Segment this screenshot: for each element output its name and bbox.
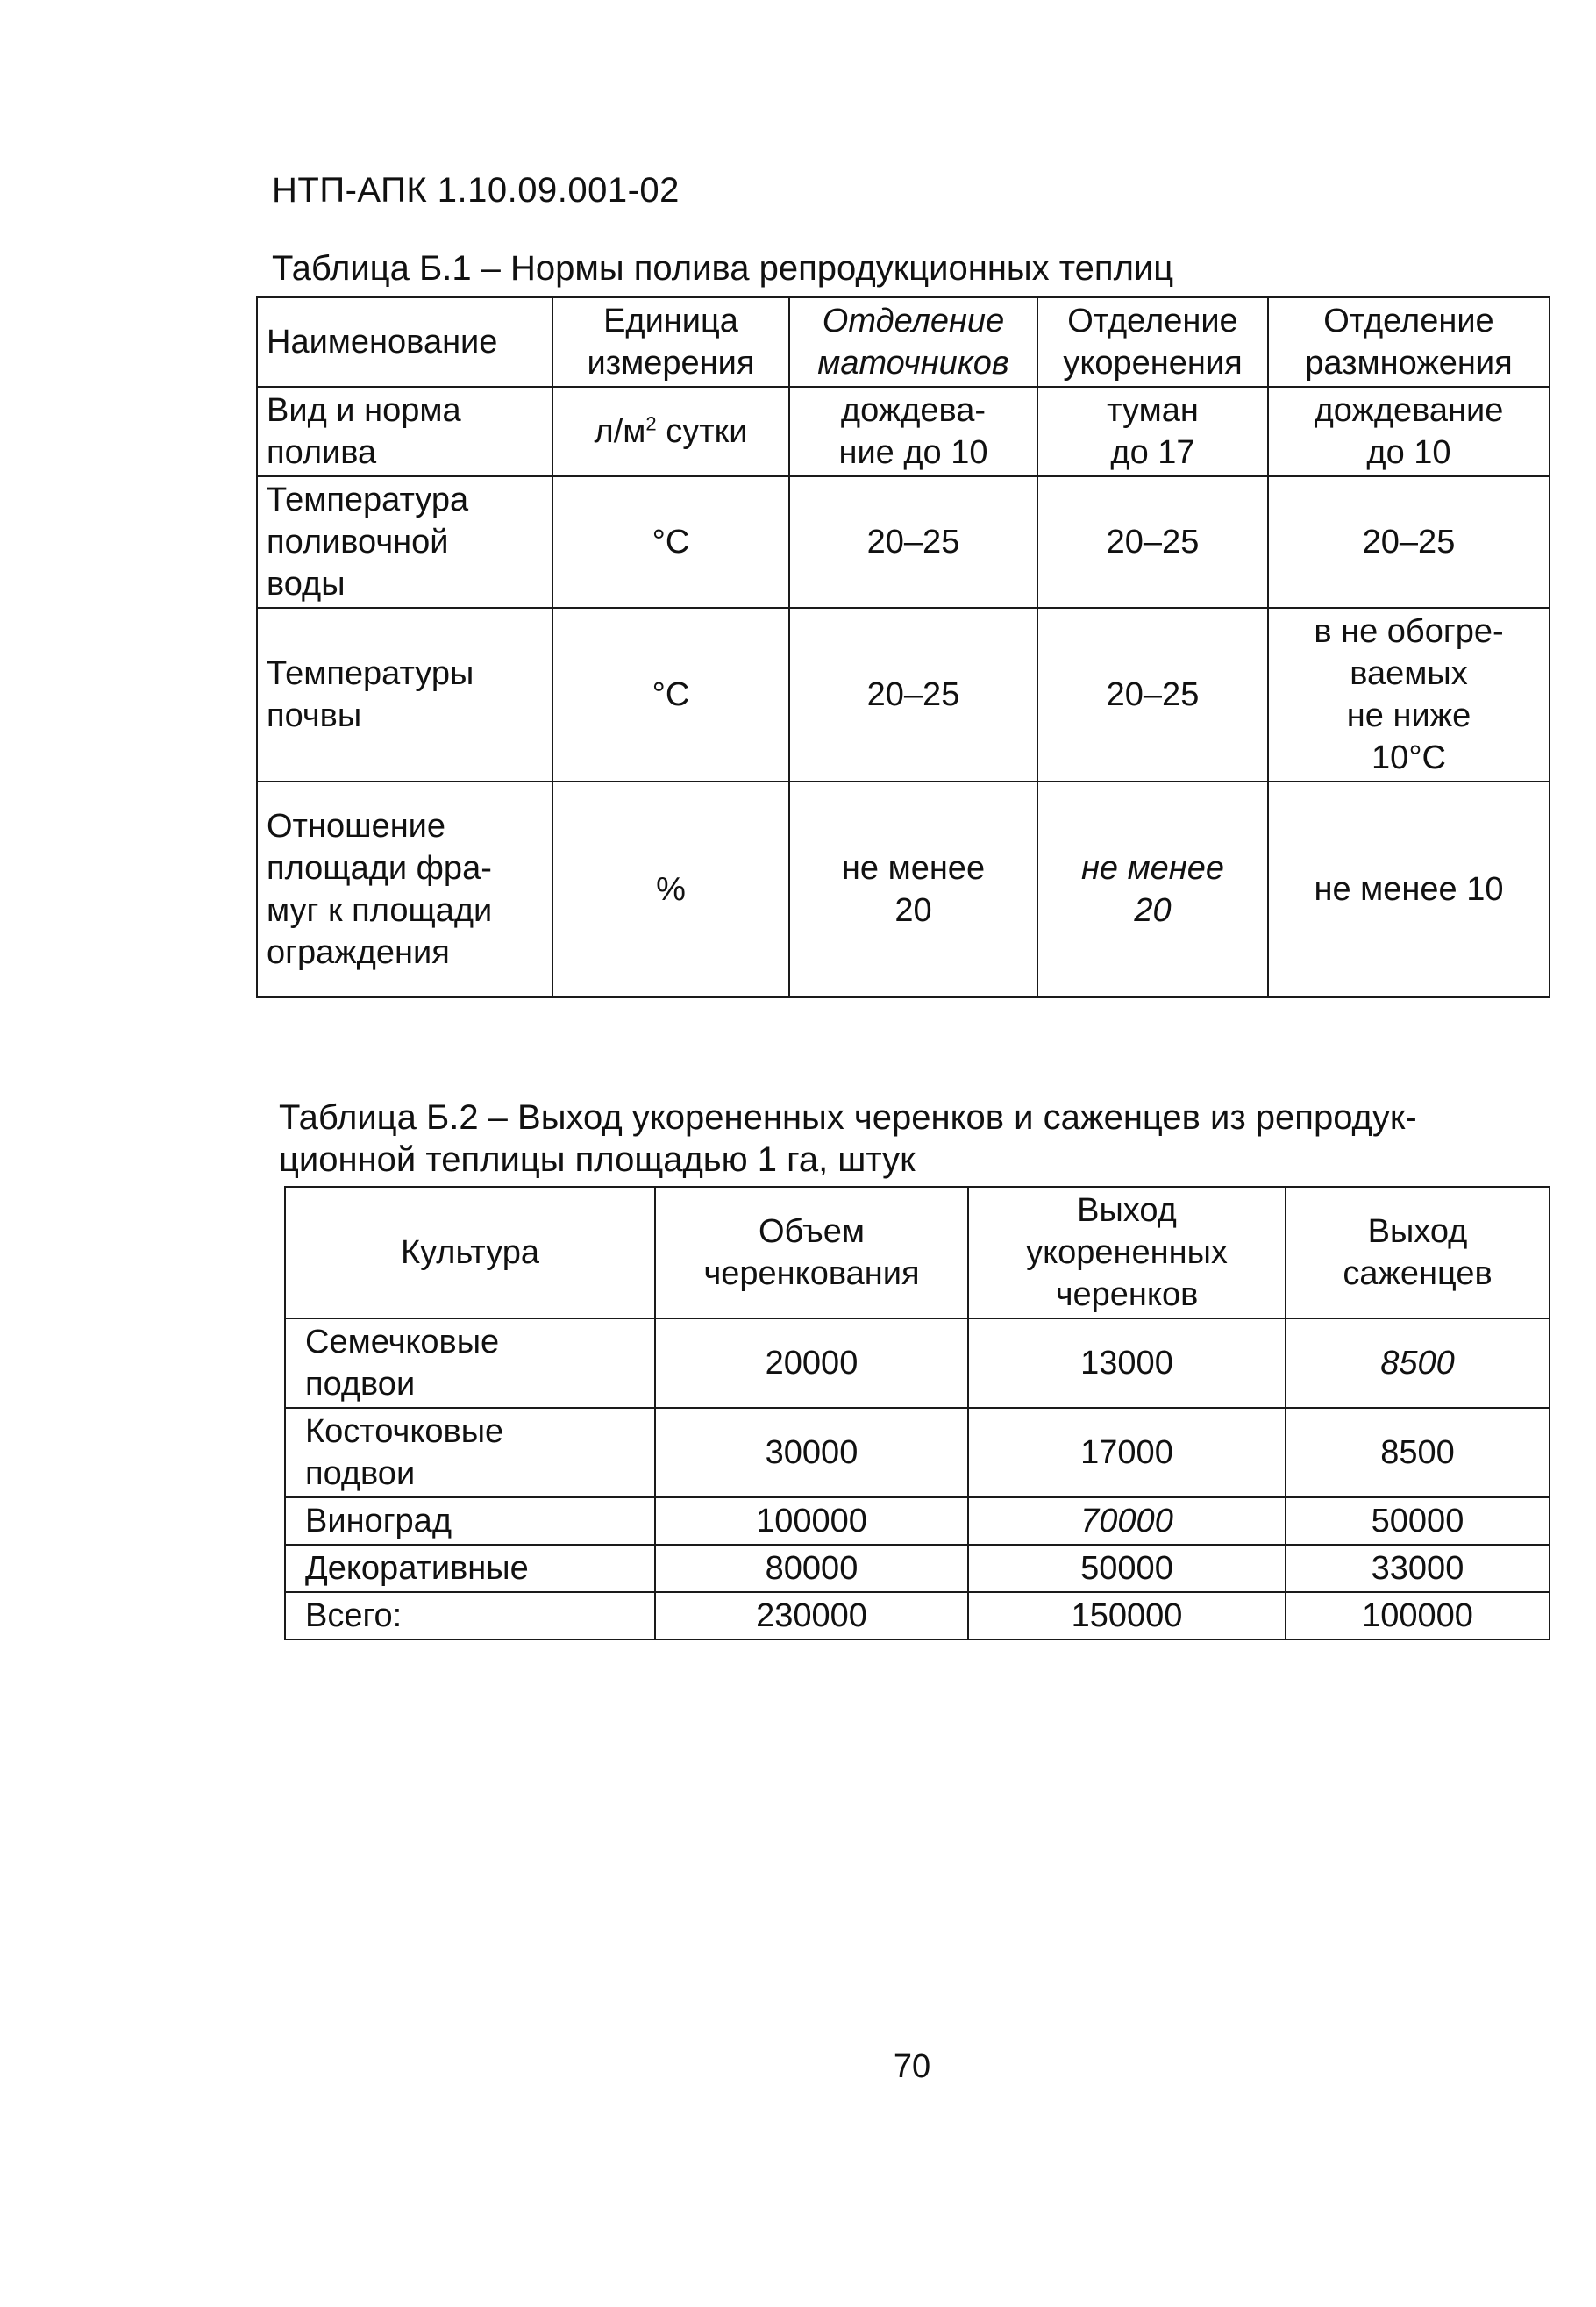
header-cell-culture: Культура xyxy=(285,1187,655,1318)
row-unit: $л/м^2$ сутки xyxy=(552,387,789,476)
row-value-propagation: дождевание до 10 xyxy=(1268,387,1550,476)
table-row xyxy=(257,782,1550,997)
row-rooted: 13000 xyxy=(968,1318,1286,1408)
row-saplings: 100000 xyxy=(1286,1592,1550,1639)
header-cell-saplings: Выход саженцев xyxy=(1286,1187,1550,1318)
row-volume: 230000 xyxy=(655,1592,968,1639)
row-culture: Семечковые подвои xyxy=(285,1318,655,1408)
row-volume: 20000 xyxy=(655,1318,968,1408)
header-cell-unit: Единица измерения xyxy=(552,297,789,387)
row-volume: 30000 xyxy=(655,1408,968,1497)
row-value-propagation: в не обогре- ваемых не ниже 10°С xyxy=(1268,608,1550,782)
header-cell-rooting: Отделение укоренения xyxy=(1037,297,1268,387)
row-saplings: 50000 xyxy=(1286,1497,1550,1545)
row-saplings: 8500 xyxy=(1286,1318,1550,1408)
row-value-mother: 20–25 xyxy=(789,476,1037,608)
row-culture: Декоративные xyxy=(285,1545,655,1592)
row-value-rooting: туман до 17 xyxy=(1037,387,1268,476)
header-cell-propagation: Отделение размножения xyxy=(1268,297,1550,387)
row-value-rooting: не менее 20 xyxy=(1037,782,1268,997)
table-row xyxy=(285,1408,1550,1497)
row-culture: Виноград xyxy=(285,1497,655,1545)
row-rooted: 17000 xyxy=(968,1408,1286,1497)
header-cell-rooted: Выход укорененных черенков xyxy=(968,1187,1286,1318)
row-value-mother: дождева- ние до 10 xyxy=(789,387,1037,476)
table-row xyxy=(257,608,1550,782)
row-volume: 80000 xyxy=(655,1545,968,1592)
table-header-row xyxy=(285,1187,1550,1318)
row-name: Температуры почвы xyxy=(257,608,552,782)
row-name: Вид и норма полива xyxy=(257,387,552,476)
table-row xyxy=(285,1497,1550,1545)
row-saplings: 8500 xyxy=(1286,1408,1550,1497)
header-cell-name: Наименование xyxy=(257,297,552,387)
row-rooted: 150000 xyxy=(968,1592,1286,1639)
header-cell-mother: Отделение маточников xyxy=(789,297,1037,387)
row-saplings: 33000 xyxy=(1286,1545,1550,1592)
row-value-rooting: 20–25 xyxy=(1037,608,1268,782)
row-name: Температура поливочной воды xyxy=(257,476,552,608)
row-value-mother: не менее 20 xyxy=(789,782,1037,997)
row-culture: Всего: xyxy=(285,1592,655,1639)
table-row xyxy=(285,1318,1550,1408)
row-volume: 100000 xyxy=(655,1497,968,1545)
row-value-mother: 20–25 xyxy=(789,608,1037,782)
table-row xyxy=(285,1545,1550,1592)
header-cell-volume: Объем черенкования xyxy=(655,1187,968,1318)
table-cuttings-output xyxy=(284,1186,1550,1640)
row-unit: °С xyxy=(552,608,789,782)
row-value-propagation: 20–25 xyxy=(1268,476,1550,608)
table-irrigation-norms xyxy=(256,296,1550,998)
document-code: НТП-АПК 1.10.09.001-02 xyxy=(272,171,680,210)
row-value-propagation: не менее 10 xyxy=(1268,782,1550,997)
page-number: 70 xyxy=(893,2048,931,2085)
table-row-total xyxy=(285,1592,1550,1639)
table-row xyxy=(257,387,1550,476)
table-header-row xyxy=(257,297,1550,387)
row-unit: °С xyxy=(552,476,789,608)
table2-caption: Таблица Б.2 – Выход укорененных черенков и саженцев из репродук- ционной теплицы площадью 1 га, штук xyxy=(279,1098,1417,1179)
table-row xyxy=(257,476,1550,608)
row-unit: % xyxy=(552,782,789,997)
table1-caption: Таблица Б.1 – Нормы полива репродукционных теплиц xyxy=(272,249,1174,288)
row-name: Отношение площади фра- муг к площади ограждения xyxy=(257,782,552,997)
row-value-rooting: 20–25 xyxy=(1037,476,1268,608)
row-rooted: 70000 xyxy=(968,1497,1286,1545)
row-rooted: 50000 xyxy=(968,1545,1286,1592)
row-culture: Косточковые подвои xyxy=(285,1408,655,1497)
